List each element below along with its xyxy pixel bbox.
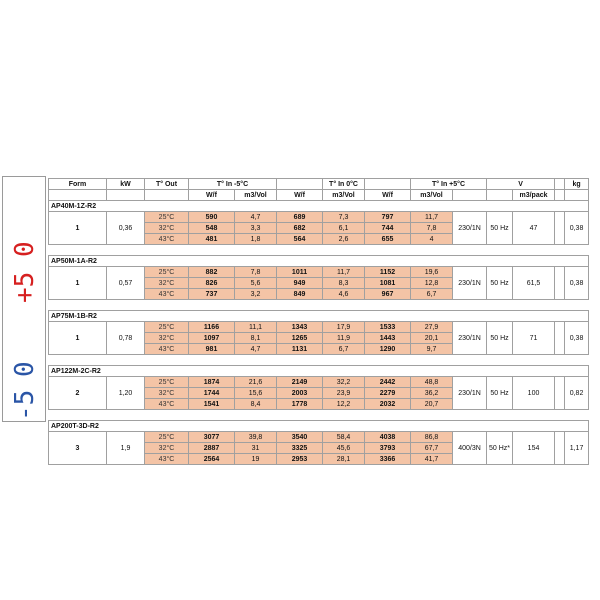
header2-blank-2 xyxy=(145,190,189,201)
header2-blank-10 xyxy=(487,190,513,201)
wf-m5-cell: 2887 xyxy=(189,443,235,454)
form-cell: 1 xyxy=(49,212,107,245)
m3vol-m5-cell: 31 xyxy=(235,443,277,454)
wf-0-cell: 1011 xyxy=(277,267,323,278)
wf-m5-cell: 1541 xyxy=(189,399,235,410)
tout-cell: 43°C xyxy=(145,399,189,410)
m3vol-0-cell: 23,9 xyxy=(323,388,365,399)
m3vol-0-cell: 45,6 xyxy=(323,443,365,454)
m3vol-p5-cell: 4 xyxy=(411,234,453,245)
kw-cell: 1,9 xyxy=(107,432,145,465)
wf-0-cell: 2953 xyxy=(277,454,323,465)
spacer-cell xyxy=(555,377,565,410)
wf-p5-cell: 655 xyxy=(365,234,411,245)
wf-0-cell: 1343 xyxy=(277,322,323,333)
m3vol-p5-cell: 6,7 xyxy=(411,289,453,300)
tout-cell: 25°C xyxy=(145,432,189,443)
wf-m5-cell: 1744 xyxy=(189,388,235,399)
m3vol-p5-cell: 36,2 xyxy=(411,388,453,399)
performance-table xyxy=(48,178,589,465)
m3vol-p5-cell: 48,8 xyxy=(411,377,453,388)
spacer-cell xyxy=(555,322,565,355)
range-zero-text: 0 xyxy=(10,361,40,377)
kg-cell: 0,82 xyxy=(565,377,589,410)
m3vol-p5-cell: 20,1 xyxy=(411,333,453,344)
temperature-range-label xyxy=(2,176,46,422)
wf-m5-cell: 481 xyxy=(189,234,235,245)
header-m3vol-1: m3/Vol xyxy=(235,190,277,201)
model-row xyxy=(49,421,589,432)
wf-0-cell: 564 xyxy=(277,234,323,245)
wf-0-cell: 3540 xyxy=(277,432,323,443)
wf-m5-cell: 548 xyxy=(189,223,235,234)
table-row xyxy=(49,212,589,223)
m3vol-p5-cell: 41,7 xyxy=(411,454,453,465)
m3vol-p5-cell: 9,7 xyxy=(411,344,453,355)
form-cell: 1 xyxy=(49,267,107,300)
table-row xyxy=(49,267,589,278)
separator-row xyxy=(49,300,589,311)
wf-0-cell: 2003 xyxy=(277,388,323,399)
header-row-2 xyxy=(49,190,589,201)
header-spacer-b xyxy=(365,179,411,190)
header-kg: kg xyxy=(565,179,589,190)
wf-p5-cell: 2279 xyxy=(365,388,411,399)
tout-cell: 32°C xyxy=(145,278,189,289)
form-cell: 3 xyxy=(49,432,107,465)
m3pack-cell: 61,5 xyxy=(513,267,555,300)
wf-0-cell: 849 xyxy=(277,289,323,300)
kw-cell: 0,36 xyxy=(107,212,145,245)
m3vol-m5-cell: 1,8 xyxy=(235,234,277,245)
tout-cell: 43°C xyxy=(145,454,189,465)
form-cell: 1 xyxy=(49,322,107,355)
model-name: AP40M-1Z-R2 xyxy=(49,201,589,212)
m3pack-cell: 71 xyxy=(513,322,555,355)
separator-cell xyxy=(49,355,589,366)
m3vol-p5-cell: 27,9 xyxy=(411,322,453,333)
m3vol-m5-cell: 19 xyxy=(235,454,277,465)
range-minus-text: -5 xyxy=(10,389,40,421)
frequency-cell: 50 Hz xyxy=(487,322,513,355)
form-cell: 2 xyxy=(49,377,107,410)
wf-m5-cell: 1874 xyxy=(189,377,235,388)
m3vol-p5-cell: 67,7 xyxy=(411,443,453,454)
model-name: AP75M-1B-R2 xyxy=(49,311,589,322)
wf-m5-cell: 981 xyxy=(189,344,235,355)
separator-cell xyxy=(49,410,589,421)
m3vol-0-cell: 12,2 xyxy=(323,399,365,410)
model-name: AP50M-1A-R2 xyxy=(49,256,589,267)
wf-p5-cell: 3793 xyxy=(365,443,411,454)
m3vol-m5-cell: 4,7 xyxy=(235,344,277,355)
wf-p5-cell: 3366 xyxy=(365,454,411,465)
header-m3vol-2: m3/Vol xyxy=(323,190,365,201)
m3vol-m5-cell: 39,8 xyxy=(235,432,277,443)
wf-0-cell: 3325 xyxy=(277,443,323,454)
voltage-cell: 230/1N xyxy=(453,267,487,300)
header-tin-plus5: T° In +5°C xyxy=(411,179,487,190)
tout-cell: 25°C xyxy=(145,322,189,333)
voltage-cell: 230/1N xyxy=(453,212,487,245)
tout-cell: 43°C xyxy=(145,289,189,300)
separator-row xyxy=(49,355,589,366)
m3vol-0-cell: 7,3 xyxy=(323,212,365,223)
table-row xyxy=(49,322,589,333)
m3pack-cell: 154 xyxy=(513,432,555,465)
wf-0-cell: 689 xyxy=(277,212,323,223)
kg-cell: 0,38 xyxy=(565,267,589,300)
tout-cell: 32°C xyxy=(145,443,189,454)
m3vol-m5-cell: 11,1 xyxy=(235,322,277,333)
header2-blank-12 xyxy=(555,190,565,201)
header-spacer-a xyxy=(277,179,323,190)
wf-0-cell: 1265 xyxy=(277,333,323,344)
tout-cell: 25°C xyxy=(145,212,189,223)
tout-cell: 43°C xyxy=(145,234,189,245)
header2-blank-9 xyxy=(453,190,487,201)
wf-p5-cell: 2442 xyxy=(365,377,411,388)
wf-m5-cell: 2564 xyxy=(189,454,235,465)
header-tout: T° Out xyxy=(145,179,189,190)
voltage-cell: 400/3N xyxy=(453,432,487,465)
wf-p5-cell: 967 xyxy=(365,289,411,300)
tout-cell: 32°C xyxy=(145,223,189,234)
wf-0-cell: 2149 xyxy=(277,377,323,388)
wf-0-cell: 682 xyxy=(277,223,323,234)
wf-p5-cell: 1152 xyxy=(365,267,411,278)
kw-cell: 0,78 xyxy=(107,322,145,355)
header2-blank-0 xyxy=(49,190,107,201)
wf-m5-cell: 1166 xyxy=(189,322,235,333)
m3vol-0-cell: 32,2 xyxy=(323,377,365,388)
m3vol-0-cell: 8,3 xyxy=(323,278,365,289)
header-spacer-c xyxy=(555,179,565,190)
m3vol-p5-cell: 20,7 xyxy=(411,399,453,410)
table-row xyxy=(49,432,589,443)
m3pack-cell: 100 xyxy=(513,377,555,410)
voltage-cell: 230/1N xyxy=(453,377,487,410)
kg-cell: 0,38 xyxy=(565,212,589,245)
m3vol-0-cell: 11,9 xyxy=(323,333,365,344)
header-row-1 xyxy=(49,179,589,190)
separator-cell xyxy=(49,300,589,311)
header2-blank-13 xyxy=(565,190,589,201)
wf-0-cell: 1131 xyxy=(277,344,323,355)
tout-cell: 43°C xyxy=(145,344,189,355)
header-m3pack: m3/pack xyxy=(513,190,555,201)
m3vol-m5-cell: 8,1 xyxy=(235,333,277,344)
wf-p5-cell: 1290 xyxy=(365,344,411,355)
voltage-cell: 230/1N xyxy=(453,322,487,355)
frequency-cell: 50 Hz xyxy=(487,267,513,300)
wf-p5-cell: 744 xyxy=(365,223,411,234)
wf-m5-cell: 882 xyxy=(189,267,235,278)
model-row xyxy=(49,311,589,322)
tout-cell: 32°C xyxy=(145,333,189,344)
model-name: AP200T-3D-R2 xyxy=(49,421,589,432)
m3vol-m5-cell: 5,6 xyxy=(235,278,277,289)
spec-sheet xyxy=(2,176,598,463)
m3vol-m5-cell: 7,8 xyxy=(235,267,277,278)
m3vol-p5-cell: 19,6 xyxy=(411,267,453,278)
wf-0-cell: 1778 xyxy=(277,399,323,410)
model-row xyxy=(49,201,589,212)
frequency-cell: 50 Hz* xyxy=(487,432,513,465)
wf-m5-cell: 737 xyxy=(189,289,235,300)
m3vol-0-cell: 11,7 xyxy=(323,267,365,278)
separator-cell xyxy=(49,245,589,256)
wf-m5-cell: 1097 xyxy=(189,333,235,344)
header-m3vol-3: m3/Vol xyxy=(411,190,453,201)
wf-p5-cell: 4038 xyxy=(365,432,411,443)
wf-p5-cell: 1081 xyxy=(365,278,411,289)
range-zero2-text: 0 xyxy=(10,241,40,257)
range-plus-text: +5 xyxy=(10,271,40,303)
m3vol-m5-cell: 3,3 xyxy=(235,223,277,234)
header-form: Form xyxy=(49,179,107,190)
wf-m5-cell: 826 xyxy=(189,278,235,289)
spacer-cell xyxy=(555,267,565,300)
spacer-cell xyxy=(555,212,565,245)
m3vol-0-cell: 6,1 xyxy=(323,223,365,234)
m3vol-p5-cell: 86,8 xyxy=(411,432,453,443)
tout-cell: 25°C xyxy=(145,267,189,278)
wf-p5-cell: 1443 xyxy=(365,333,411,344)
kg-cell: 1,17 xyxy=(565,432,589,465)
m3vol-0-cell: 4,6 xyxy=(323,289,365,300)
wf-m5-cell: 590 xyxy=(189,212,235,223)
model-name: AP122M-2C-R2 xyxy=(49,366,589,377)
m3pack-cell: 47 xyxy=(513,212,555,245)
spacer-cell xyxy=(555,432,565,465)
table-row xyxy=(49,377,589,388)
m3vol-m5-cell: 4,7 xyxy=(235,212,277,223)
m3vol-m5-cell: 15,6 xyxy=(235,388,277,399)
kw-cell: 1,20 xyxy=(107,377,145,410)
header-tin-minus5: T° In -5°C xyxy=(189,179,277,190)
m3vol-p5-cell: 7,8 xyxy=(411,223,453,234)
m3vol-0-cell: 6,7 xyxy=(323,344,365,355)
wf-p5-cell: 2032 xyxy=(365,399,411,410)
wf-p5-cell: 1533 xyxy=(365,322,411,333)
header-tin-0: T° In 0°C xyxy=(323,179,365,190)
tout-cell: 25°C xyxy=(145,377,189,388)
frequency-cell: 50 Hz xyxy=(487,377,513,410)
header-kw: kW xyxy=(107,179,145,190)
wf-m5-cell: 3077 xyxy=(189,432,235,443)
m3vol-0-cell: 2,6 xyxy=(323,234,365,245)
header-wf-2: W/f xyxy=(277,190,323,201)
header-v: V xyxy=(487,179,555,190)
m3vol-p5-cell: 11,7 xyxy=(411,212,453,223)
header-wf-3: W/f xyxy=(365,190,411,201)
separator-row xyxy=(49,245,589,256)
m3vol-m5-cell: 21,6 xyxy=(235,377,277,388)
m3vol-0-cell: 58,4 xyxy=(323,432,365,443)
m3vol-p5-cell: 12,8 xyxy=(411,278,453,289)
m3vol-0-cell: 17,9 xyxy=(323,322,365,333)
m3vol-0-cell: 28,1 xyxy=(323,454,365,465)
model-row xyxy=(49,366,589,377)
frequency-cell: 50 Hz xyxy=(487,212,513,245)
separator-row xyxy=(49,410,589,421)
wf-p5-cell: 797 xyxy=(365,212,411,223)
m3vol-m5-cell: 8,4 xyxy=(235,399,277,410)
temperature-range-graphic xyxy=(3,177,47,423)
header-wf-1: W/f xyxy=(189,190,235,201)
m3vol-m5-cell: 3,2 xyxy=(235,289,277,300)
kg-cell: 0,38 xyxy=(565,322,589,355)
kw-cell: 0,57 xyxy=(107,267,145,300)
wf-0-cell: 949 xyxy=(277,278,323,289)
tout-cell: 32°C xyxy=(145,388,189,399)
model-row xyxy=(49,256,589,267)
header2-blank-1 xyxy=(107,190,145,201)
